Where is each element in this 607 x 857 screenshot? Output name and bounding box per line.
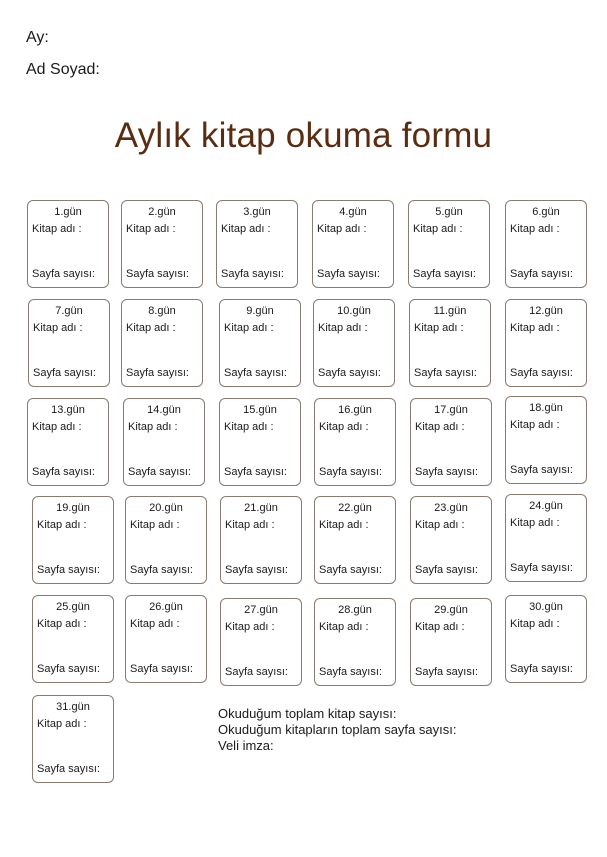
book-name-label: Kitap adı : xyxy=(37,618,87,630)
day-label: 30.gün xyxy=(529,601,563,613)
book-name-label: Kitap adı : xyxy=(225,621,275,633)
book-name-label: Kitap adı : xyxy=(510,517,560,529)
day-card xyxy=(121,200,203,288)
page-count-label: Sayfa sayısı: xyxy=(318,367,381,379)
day-card xyxy=(216,200,298,288)
day-card xyxy=(27,200,109,288)
book-name-label: Kitap adı : xyxy=(413,223,463,235)
name-label: Ad Soyad: xyxy=(26,61,100,78)
day-card xyxy=(505,200,587,288)
day-card xyxy=(314,496,396,584)
day-card xyxy=(219,398,301,486)
page-count-label: Sayfa sayısı: xyxy=(37,564,100,576)
book-name-label: Kitap adı : xyxy=(510,223,560,235)
page-count-label: Sayfa sayısı: xyxy=(319,666,382,678)
day-card xyxy=(32,496,114,584)
page-count-label: Sayfa sayısı: xyxy=(224,367,287,379)
day-label: 8.gün xyxy=(148,305,176,317)
day-card xyxy=(314,398,396,486)
day-label: 20.gün xyxy=(149,502,183,514)
day-label: 24.gün xyxy=(529,500,563,512)
day-label: 14.gün xyxy=(147,404,181,416)
day-label: 11.gün xyxy=(433,305,467,317)
day-card xyxy=(220,496,302,584)
page-count-label: Sayfa sayısı: xyxy=(130,663,193,675)
day-card xyxy=(312,200,394,288)
day-card xyxy=(410,598,492,686)
book-name-label: Kitap adı : xyxy=(415,621,465,633)
day-card xyxy=(123,398,205,486)
day-label: 7.gün xyxy=(55,305,83,317)
page-count-label: Sayfa sayısı: xyxy=(413,268,476,280)
day-label: 15.gün xyxy=(243,404,277,416)
day-label: 26.gün xyxy=(149,601,183,613)
book-name-label: Kitap adı : xyxy=(318,322,368,334)
day-card xyxy=(505,396,587,484)
day-label: 21.gün xyxy=(244,502,278,514)
page-count-label: Sayfa sayısı: xyxy=(33,367,96,379)
book-name-label: Kitap adı : xyxy=(126,322,176,334)
day-label: 5.gün xyxy=(435,206,463,218)
parent-signature-label: Veli imza: xyxy=(218,738,274,753)
day-label: 16.gün xyxy=(338,404,372,416)
day-card xyxy=(32,695,114,783)
day-label: 12.gün xyxy=(529,305,563,317)
book-name-label: Kitap adı : xyxy=(415,519,465,531)
page-count-label: Sayfa sayısı: xyxy=(126,268,189,280)
page-count-label: Sayfa sayısı: xyxy=(510,663,573,675)
book-name-label: Kitap adı : xyxy=(319,519,369,531)
day-card xyxy=(314,598,396,686)
month-label: Ay: xyxy=(26,29,49,46)
book-name-label: Kitap adı : xyxy=(510,322,560,334)
book-name-label: Kitap adı : xyxy=(414,322,464,334)
day-card xyxy=(410,496,492,584)
summary-section xyxy=(218,706,456,754)
page-count-label: Sayfa sayısı: xyxy=(224,466,287,478)
total-pages-label: Okuduğum kitapların toplam sayfa sayısı: xyxy=(218,722,457,737)
day-card xyxy=(409,299,491,387)
book-name-label: Kitap adı : xyxy=(317,223,367,235)
page-count-label: Sayfa sayısı: xyxy=(221,268,284,280)
book-name-label: Kitap adı : xyxy=(130,618,180,630)
page-count-label: Sayfa sayısı: xyxy=(225,666,288,678)
day-card xyxy=(125,595,207,683)
page-count-label: Sayfa sayısı: xyxy=(130,564,193,576)
page-count-label: Sayfa sayısı: xyxy=(415,666,478,678)
day-label: 22.gün xyxy=(338,502,372,514)
book-name-label: Kitap adı : xyxy=(225,519,275,531)
page-count-label: Sayfa sayısı: xyxy=(37,663,100,675)
book-name-label: Kitap adı : xyxy=(221,223,271,235)
page-count-label: Sayfa sayısı: xyxy=(510,464,573,476)
book-name-label: Kitap adı : xyxy=(510,419,560,431)
day-card xyxy=(505,494,587,582)
page-count-label: Sayfa sayısı: xyxy=(126,367,189,379)
day-label: 17.gün xyxy=(434,404,468,416)
day-label: 2.gün xyxy=(148,206,176,218)
book-name-label: Kitap adı : xyxy=(224,322,274,334)
day-card xyxy=(313,299,395,387)
day-card xyxy=(505,595,587,683)
day-card xyxy=(408,200,490,288)
book-name-label: Kitap adı : xyxy=(319,421,369,433)
day-label: 25.gün xyxy=(56,601,90,613)
page-count-label: Sayfa sayısı: xyxy=(414,367,477,379)
page-count-label: Sayfa sayısı: xyxy=(319,564,382,576)
day-card xyxy=(121,299,203,387)
day-label: 23.gün xyxy=(434,502,468,514)
day-card xyxy=(219,299,301,387)
day-label: 4.gün xyxy=(339,206,367,218)
page-count-label: Sayfa sayısı: xyxy=(510,562,573,574)
page-count-label: Sayfa sayısı: xyxy=(225,564,288,576)
day-card xyxy=(125,496,207,584)
book-name-label: Kitap adı : xyxy=(510,618,560,630)
page-count-label: Sayfa sayısı: xyxy=(32,466,95,478)
page-count-label: Sayfa sayısı: xyxy=(415,466,478,478)
page-count-label: Sayfa sayısı: xyxy=(128,466,191,478)
day-card xyxy=(505,299,587,387)
day-label: 10.gün xyxy=(337,305,371,317)
day-label: 31.gün xyxy=(56,701,90,713)
page-count-label: Sayfa sayısı: xyxy=(510,367,573,379)
day-label: 3.gün xyxy=(243,206,271,218)
day-card xyxy=(32,595,114,683)
book-name-label: Kitap adı : xyxy=(130,519,180,531)
page-count-label: Sayfa sayısı: xyxy=(37,763,100,775)
book-name-label: Kitap adı : xyxy=(319,621,369,633)
book-name-label: Kitap adı : xyxy=(128,421,178,433)
page-count-label: Sayfa sayısı: xyxy=(317,268,380,280)
page-count-label: Sayfa sayısı: xyxy=(319,466,382,478)
day-label: 1.gün xyxy=(54,206,82,218)
day-card xyxy=(220,598,302,686)
book-name-label: Kitap adı : xyxy=(37,519,87,531)
book-name-label: Kitap adı : xyxy=(126,223,176,235)
day-card xyxy=(410,398,492,486)
day-label: 29.gün xyxy=(434,604,468,616)
book-name-label: Kitap adı : xyxy=(33,322,83,334)
day-label: 6.gün xyxy=(532,206,560,218)
page-title: Aylık kitap okuma formu xyxy=(114,116,493,155)
book-name-label: Kitap adı : xyxy=(415,421,465,433)
page-count-label: Sayfa sayısı: xyxy=(510,268,573,280)
book-name-label: Kitap adı : xyxy=(37,718,87,730)
book-name-label: Kitap adı : xyxy=(32,421,82,433)
book-name-label: Kitap adı : xyxy=(32,223,82,235)
book-name-label: Kitap adı : xyxy=(224,421,274,433)
day-label: 9.gün xyxy=(246,305,274,317)
day-label: 18.gün xyxy=(529,402,563,414)
page-count-label: Sayfa sayısı: xyxy=(415,564,478,576)
day-card xyxy=(27,398,109,486)
total-books-label: Okuduğum toplam kitap sayısı: xyxy=(218,706,397,721)
page-count-label: Sayfa sayısı: xyxy=(32,268,95,280)
day-card xyxy=(28,299,110,387)
day-label: 13.gün xyxy=(51,404,85,416)
day-label: 19.gün xyxy=(56,502,90,514)
day-label: 28.gün xyxy=(338,604,372,616)
day-label: 27.gün xyxy=(244,604,278,616)
